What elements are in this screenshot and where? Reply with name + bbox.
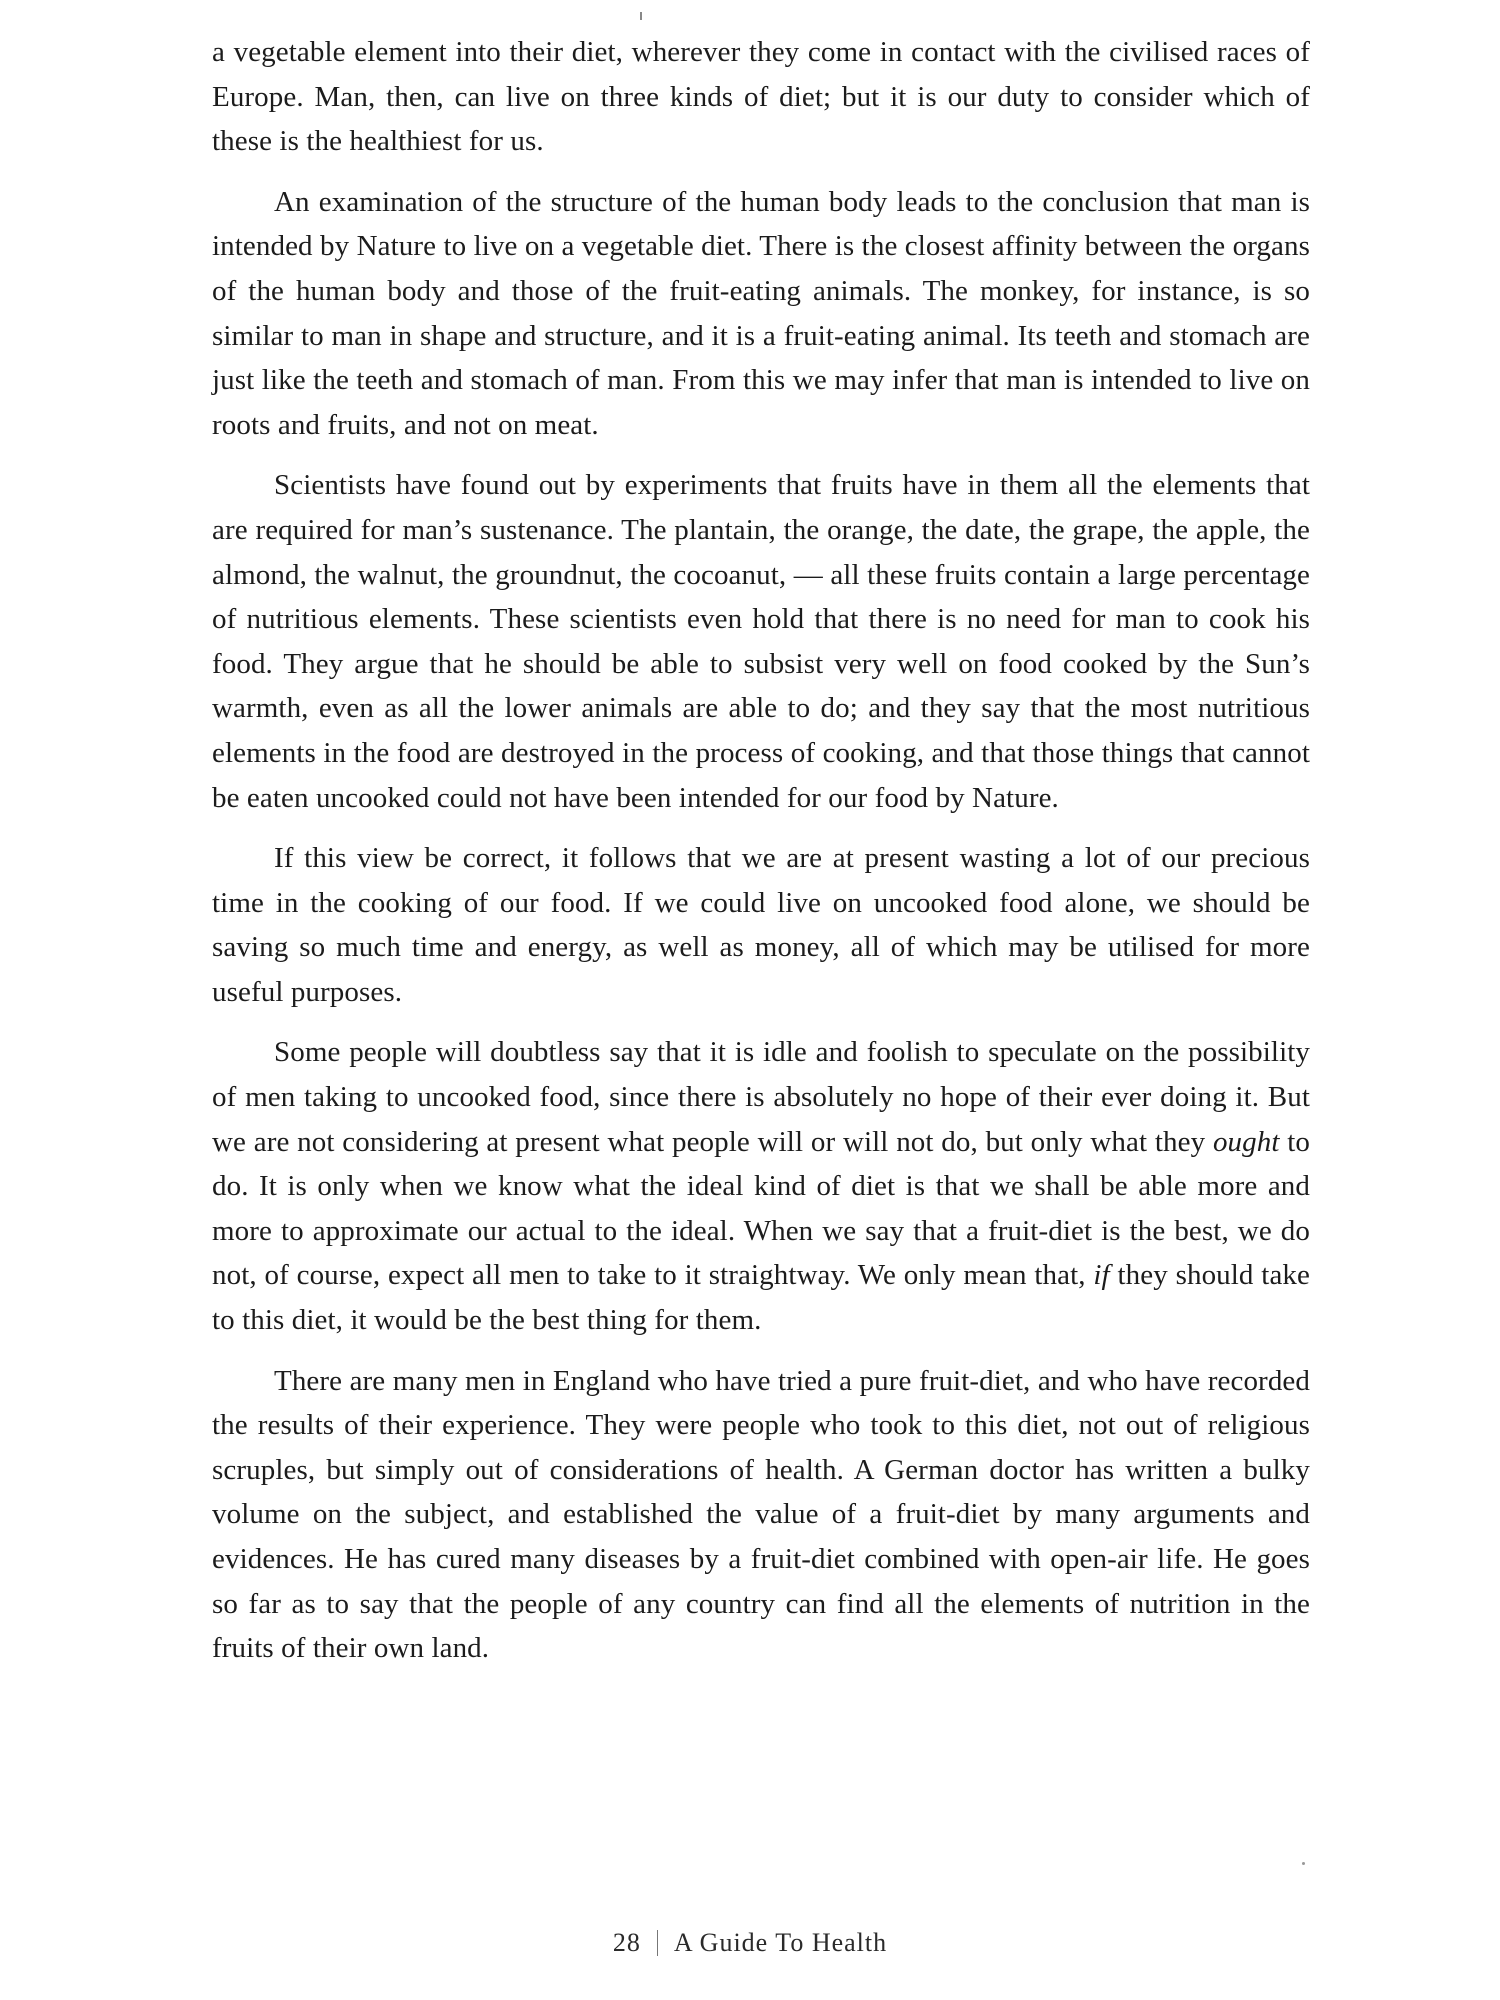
paragraph-6: There are many men in England who have tried a pure fruit-diet, and who have recorded the results of their experience. They were people who took to this diet, not out of religious scruples, but simply out of considerations of health. A German doctor has written a bulky volume on the subject, and established the value of a fruit-diet by many arguments and evidences. He has cured many diseases by a fruit-diet combined with open-air life. He goes so far as to say that the people of any country can find all the elements of nutrition in the fruits of their own land. — [212, 1364, 1310, 1665]
emphasis-ought: ought — [1212, 1125, 1280, 1158]
paragraph-4: If this view be correct, it follows that we are at present wasting a lot of our precious time in the cooking of our food. If we could live on uncooked food alone, we should be saving so much time and energy, as well as money, all of which may be utilised for more useful purposes. — [212, 842, 1310, 1008]
page-footer — [0, 1928, 1500, 1958]
emphasis-if: if — [1093, 1259, 1110, 1292]
scan-speck — [640, 12, 642, 20]
paragraph-5-text-1: Some people will doubtless say that it is idle and foolish to speculate on the possibility of men taking to uncooked food, since there is absolutely no hope of their ever doing it. But we are not considering at present what people will or will not do, but only what they — [212, 1036, 1310, 1158]
paragraph-2: An examination of the structure of the human body leads to the conclusion that man is intended by Nature to live on a vegetable diet. There is the closest affinity between the organs of the human body and those of the fruit-eating animals. The monkey, for instance, is so similar to man in shape and structure, and it is a fruit-eating animal. Its teeth and stomach are just like the teeth and stomach of man. From this we may infer that man is intended to live on roots and fruits, and not on meat. — [212, 185, 1310, 441]
paragraph-3: Scientists have found out by experiments that fruits have in them all the elements that are required for man’s sustenance. The plantain, the orange, the date, the grape, the apple, the almond, the walnut, the groundnut, the cocoanut, — all these fruits contain a large percentage of nutritious elements. These scientists even hold that there is no need for man to cook his food. They argue that he should be able to subsist very well on food cooked by the Sun’s warmth, even as all the lower animals are able to do; and they say that the most nutritious elements in the food are destroyed in the process of cooking, and that those things that cannot be eaten uncooked could not have been intended for our food by Nature. — [212, 469, 1310, 814]
page-body — [212, 30, 1310, 1687]
page-number: 28 — [612, 1928, 641, 1957]
book-title: A Guide To Health — [673, 1928, 888, 1957]
paragraph-5-text-2: to do. It is only when we know what the ideal kind of diet is that we shall be able more and more to approximate our actual to the ideal. When we say that a fruit-diet is the best, we do not, of course, expect all men to take to it straightway. We only mean that, — [212, 1125, 1311, 1292]
paragraph-5-text-3: they should take to this diet, it would be the best thing for them. — [212, 1259, 1310, 1337]
paragraph-5 — [212, 1030, 1310, 1342]
scan-dot — [1302, 1862, 1305, 1865]
footer-separator — [657, 1930, 658, 1956]
paragraph-1: a vegetable element into their diet, wherever they come in contact with the civilised races of Europe. Man, then, can live on three kinds of diet; but it is our duty to consider which of these is the healthiest for us. — [212, 36, 1310, 158]
